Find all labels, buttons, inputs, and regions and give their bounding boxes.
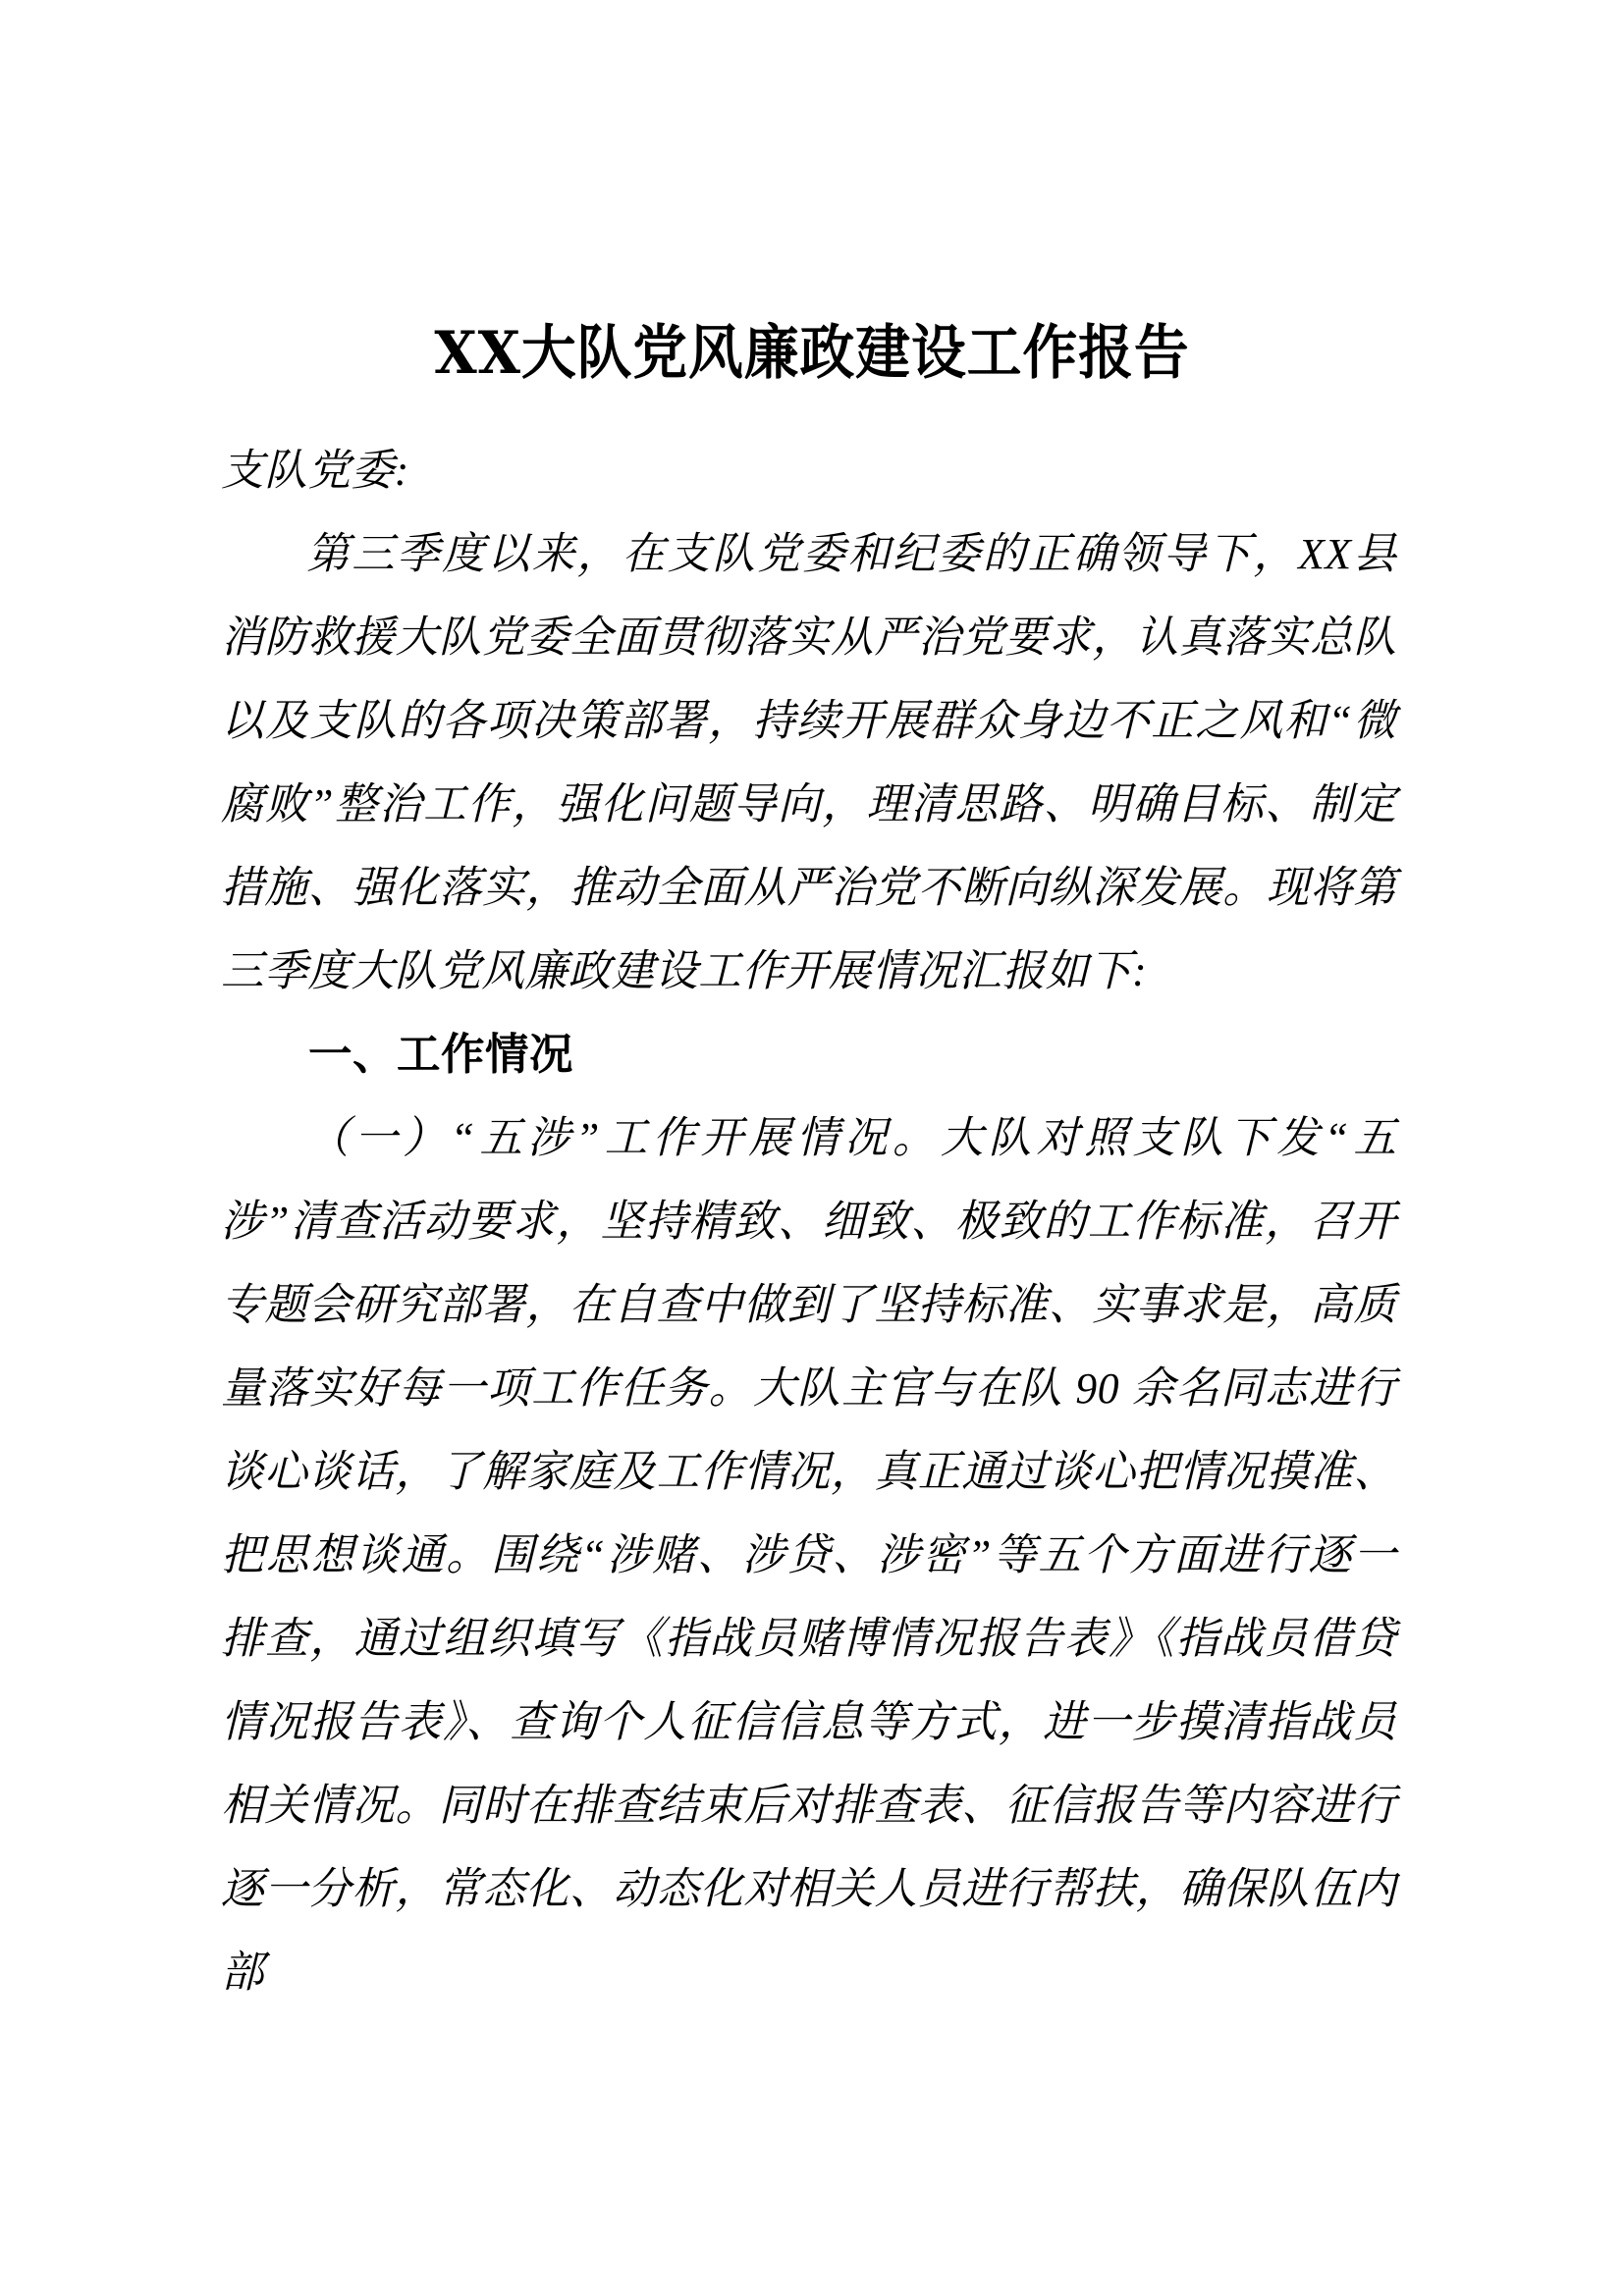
opening-paragraph: 第三季度以来，在支队党委和纪委的正确领导下，XX县消防救援大队党委全面贯彻落实从严治党要求，认真落实总队以及支队的各项决策部署，持续开展群众身边不正之风和“微腐败”整治工作，强化问题导向，理清思路、明确目标、制定措施、强化落实，推动全面从严治党不断向纵深发展。现将第三季度大队党风廉政建设工作开展情况汇报如下: xyxy=(221,529,1397,995)
section-heading-one: 一、工作情况 xyxy=(308,1031,574,1079)
subsection-paragraph-one: （一）“五涉”工作开展情况。大队对照支队下发“五涉”清查活动要求，坚持精致、细致、极致的工作标准，召开专题会研究部署，在自查中做到了坚持标准、实事求是，高质量落实好每一项工作任务。大队主官与在队 90 余名同志进行谈心谈话，了解家庭及工作情况，真正通过谈心把情况摸准、把思想谈通。围绕“涉赌、涉贷、涉密”等五个方面进行逐一排查，通过组织填写《指战员赌博情况报告表》《指战员借贷情况报告表》、查询个人征信信息等方式，进一步摸清指战员相关情况。同时在排查结束后对排查表、征信报告等内容进行逐一分析，常态化、动态化对相关人员进行帮扶，确保队伍内部 xyxy=(221,1113,1397,1997)
page-title: XX大队党风廉政建设工作报告 xyxy=(434,319,1190,389)
salutation-line: 支队党委: xyxy=(221,446,409,495)
document-body xyxy=(221,429,1421,2014)
